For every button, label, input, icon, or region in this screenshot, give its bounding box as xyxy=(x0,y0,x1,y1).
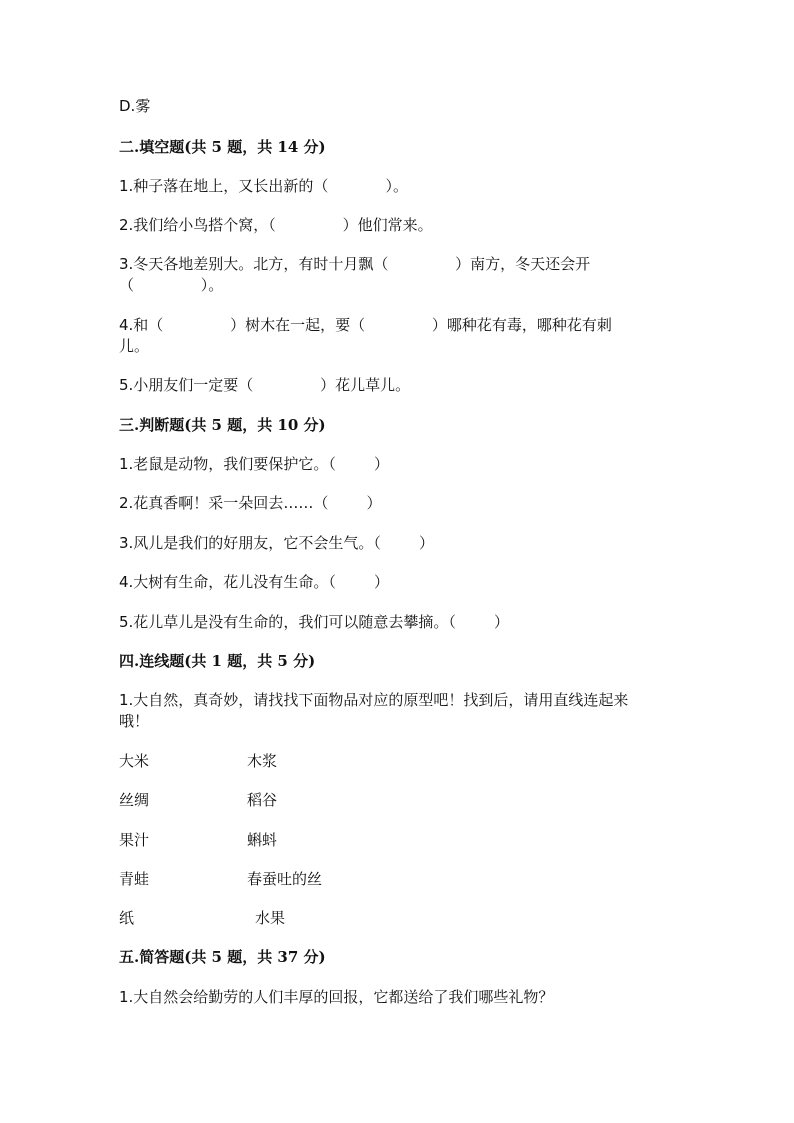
fill-blank-question-4-line-1: 4.和（ ）树木在一起，要（ ）哪种花有毒，哪种花有刺 xyxy=(119,316,612,334)
matching-question-1-line-1: 1.大自然，真奇妙，请找找下面物品对应的原型吧！找到后，请用直线连起来 xyxy=(119,691,629,709)
true-false-question-3: 3.风儿是我们的好朋友，它不会生气。（ ） xyxy=(119,534,434,552)
section-true-false-heading: 三.判断题(共 5 题，共 10 分) xyxy=(119,416,326,434)
matching-question-1-line-2: 哦！ xyxy=(119,712,150,730)
true-false-question-5: 5.花儿草儿是没有生命的，我们可以随意去攀摘。（ ） xyxy=(119,613,509,631)
fill-blank-question-3-line-1: 3.冬天各地差别大。北方，有时十月飘（ ）南方，冬天还会开 xyxy=(119,255,591,273)
fill-blank-question-1: 1.种子落在地上，又长出新的（ ）。 xyxy=(119,177,409,195)
matching-left-item: 纸 xyxy=(119,909,135,927)
matching-left-item: 大米 xyxy=(119,752,150,770)
short-answer-question-1: 1.大自然会给勤劳的人们丰厚的回报，它都送给了我们哪些礼物？ xyxy=(119,988,554,1006)
section-fill-blank-heading: 二.填空题(共 5 题，共 14 分) xyxy=(119,138,326,156)
fill-blank-question-2: 2.我们给小鸟搭个窝，（ ）他们常来。 xyxy=(119,216,433,234)
matching-left-item: 果汁 xyxy=(119,831,150,849)
matching-right-item: 蝌蚪 xyxy=(247,831,278,849)
section-matching-heading: 四.连线题(共 1 题，共 5 分) xyxy=(119,652,316,670)
fill-blank-question-5: 5.小朋友们一定要（ ）花儿草儿。 xyxy=(119,376,411,394)
true-false-question-4: 4.大树有生命，花儿没有生命。（ ） xyxy=(119,573,389,591)
matching-right-item: 稻谷 xyxy=(247,791,278,809)
matching-right-item: 木浆 xyxy=(247,752,278,770)
matching-right-item: 水果 xyxy=(255,909,286,927)
matching-left-item: 丝绸 xyxy=(119,791,150,809)
matching-left-item: 青蛙 xyxy=(119,870,150,888)
matching-right-item: 春蚕吐的丝 xyxy=(247,870,323,888)
fill-blank-question-3-line-2: （ ）。 xyxy=(119,276,224,294)
true-false-question-1: 1.老鼠是动物，我们要保护它。（ ） xyxy=(119,455,389,473)
true-false-question-2: 2.花真香啊！采一朵回去……（ ） xyxy=(119,494,382,512)
fill-blank-question-4-line-2: 儿。 xyxy=(119,337,150,355)
option-d: D.雾 xyxy=(119,97,151,115)
section-short-answer-heading: 五.简答题(共 5 题，共 37 分) xyxy=(119,948,326,966)
